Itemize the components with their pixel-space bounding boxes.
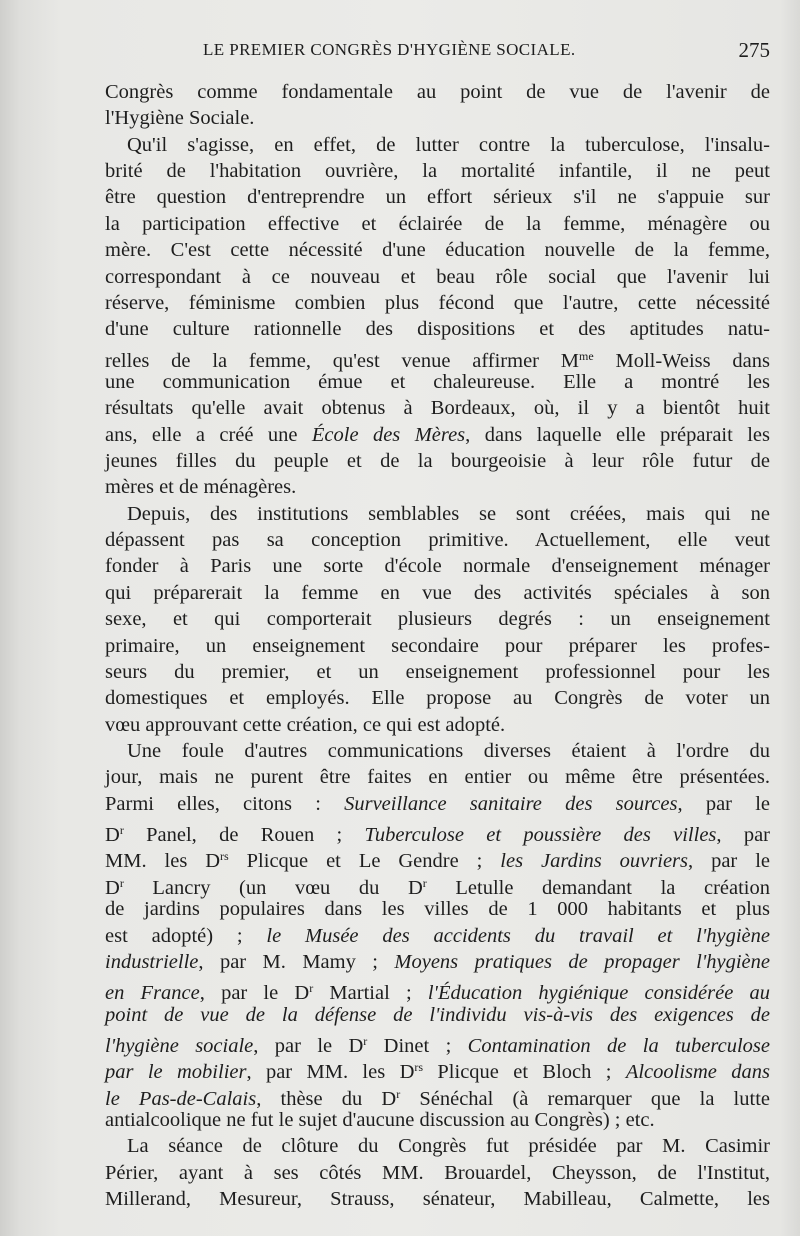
superscript-text: r <box>422 875 427 890</box>
text-segment: qui préparerait la femme en vue des activités spéciales à son <box>105 581 770 604</box>
text-segment: Panel, de Rouen ; <box>123 824 365 847</box>
text-segment: réserve, féminisme combien plus fécond que l'autre, cette nécessité <box>105 291 770 314</box>
text-segment: , par le D <box>199 982 310 1005</box>
text-segment: Lancry (un vœu du D <box>123 876 423 899</box>
text-segment: jeunes filles du peuple et de la bourgeoisie à leur rôle futur de <box>105 450 770 473</box>
text-line <box>105 184 770 210</box>
text-segment: fonder à Paris une sorte d'école normale d'enseignement ménager <box>105 555 770 578</box>
text-segment: , par MM. les D <box>246 1061 415 1084</box>
text-segment: Letulle demandant la création <box>426 876 770 899</box>
text-segment: , dans laquelle elle préparait les <box>465 423 770 446</box>
text-line <box>105 1186 770 1212</box>
text-line <box>105 316 770 342</box>
italic-title-text: point de vue de la défense de l'individu vis-à-vis des exigences de <box>105 1003 770 1026</box>
text-segment: jour, mais ne purent être faites en entier ou même être présentées. <box>105 766 770 789</box>
text-line <box>105 791 770 817</box>
superscript-text: rs <box>414 1060 424 1075</box>
superscript-text: r <box>396 1086 401 1101</box>
text-segment: primaire, un enseignement secondaire pour préparer les profes- <box>105 634 770 657</box>
text-line <box>105 343 770 372</box>
text-segment: correspondant à ce nouveau et beau rôle social que l'avenir lui <box>105 265 770 288</box>
text-line <box>105 1133 770 1159</box>
text-segment: Qu'il s'agisse, en effet, de lutter contre la tuberculose, l'insalu- <box>127 133 770 156</box>
text-segment: D <box>105 824 120 847</box>
superscript-text: r <box>309 981 314 996</box>
text-line <box>105 237 770 263</box>
page-header <box>105 38 770 68</box>
text-segment: dépassent pas sa conception primitive. Actuellement, elle veut <box>105 529 770 552</box>
text-line <box>105 1107 770 1133</box>
text-segment: une communication émue et chaleureuse. Elle a montré les <box>105 370 770 393</box>
text-line <box>105 633 770 659</box>
text-segment: D <box>105 876 120 899</box>
superscript-text: r <box>363 1033 368 1048</box>
italic-title-text: Contamination de la tuberculose <box>467 1034 770 1057</box>
italic-title-text: École des Mères <box>311 423 466 446</box>
superscript-text: r <box>119 823 124 838</box>
text-line <box>105 659 770 685</box>
text-line <box>105 264 770 290</box>
text-segment: Millerand, Mesureur, Strauss, sénateur, Mabilleau, Calmette, les <box>105 1188 770 1211</box>
text-line <box>105 712 770 738</box>
text-segment: , par M. Mamy ; <box>198 950 395 973</box>
superscript-text: rs <box>220 849 229 864</box>
italic-title-text: industrielle <box>105 950 199 973</box>
text-line <box>105 606 770 632</box>
text-segment: domestiques et employés. Elle propose au Congrès de voter un <box>105 687 770 710</box>
page-number: 275 <box>738 38 770 62</box>
text-segment: antialcoolique ne fut le sujet d'aucune discussion au Congrès) ; etc. <box>105 1109 655 1132</box>
text-line <box>105 527 770 553</box>
text-segment: vœu approuvant cette création, ce qui est adopté. <box>105 713 506 736</box>
text-line <box>105 395 770 421</box>
text-line <box>105 158 770 184</box>
page-body-text <box>105 79 770 1212</box>
italic-title-text: Moyens pratiques de propager l'hygiène <box>394 950 770 973</box>
text-segment: , thèse du D <box>256 1087 397 1110</box>
text-segment: MM. les D <box>105 850 221 873</box>
text-line <box>105 975 771 1005</box>
text-segment: relles de la femme, qu'est venue affirmer M <box>105 349 580 372</box>
text-segment: brité de l'habitation ouvrière, la mortalité infantile, il ne peut <box>105 160 770 183</box>
text-line <box>105 553 770 579</box>
text-line <box>105 132 770 158</box>
text-line <box>105 1054 770 1084</box>
running-title: LE PREMIER CONGRÈS D'HYGIÈNE SOCIALE. <box>203 40 576 59</box>
text-line <box>105 870 770 899</box>
text-segment: Congrès comme fondamentale au point de vue de l'avenir de <box>105 81 770 103</box>
text-segment: Martial ; <box>313 982 428 1005</box>
text-segment: Sénéchal (à remarquer que la lutte <box>400 1087 770 1110</box>
text-segment: est adopté) ; <box>105 924 267 947</box>
text-segment: mères et de ménagères. <box>105 476 297 499</box>
text-segment: Une foule d'autres communications diverses étaient à l'ordre du <box>127 739 770 762</box>
text-line <box>105 923 770 949</box>
text-line <box>105 105 770 131</box>
text-segment: mère. C'est cette nécessité d'une éducation nouvelle de la femme, <box>105 239 770 262</box>
text-line <box>105 1028 770 1057</box>
text-segment: résultats qu'elle avait obtenus à Bordeaux, où, il y a bientôt huit <box>105 397 770 420</box>
superscript-text: r <box>119 875 124 890</box>
text-line <box>105 1081 770 1110</box>
text-line <box>105 685 770 711</box>
text-segment: , par le <box>688 850 770 873</box>
text-segment: Plicque et Le Gendre ; <box>228 850 501 873</box>
italic-title-text: Alcoolisme dans <box>625 1061 770 1084</box>
text-line <box>105 501 770 527</box>
italic-title-text: l'Éducation hygiénique considérée au <box>427 982 771 1005</box>
text-segment: Dinet ; <box>367 1034 468 1057</box>
text-segment: ans, elle a créé une <box>105 423 312 446</box>
text-line <box>105 738 770 764</box>
text-segment: d'une culture rationnelle des dispositions et des aptitudes natu- <box>105 318 770 341</box>
text-line <box>105 448 770 474</box>
text-segment: Parmi elles, citons : <box>105 792 345 815</box>
text-segment: , par le <box>677 792 770 815</box>
text-line <box>105 474 770 500</box>
text-line <box>105 422 770 448</box>
italic-title-text: l'hygiène sociale <box>105 1034 254 1057</box>
italic-title-text: par le mobilier <box>105 1061 247 1084</box>
text-line <box>105 211 770 237</box>
text-segment: Depuis, des institutions semblables se sont créées, mais qui ne <box>127 502 770 525</box>
text-segment: l'Hygiène Sociale. <box>105 107 255 130</box>
text-line <box>105 369 770 395</box>
text-line <box>105 949 770 975</box>
superscript-text: me <box>579 348 594 363</box>
text-line <box>105 843 770 873</box>
text-line <box>105 79 770 105</box>
italic-title-text: en France <box>105 982 200 1005</box>
text-segment: Moll-Weiss dans <box>593 349 770 372</box>
text-segment: la participation effective et éclairée de la femme, ménagère ou <box>105 212 770 235</box>
italic-title-text: le Pas-de-Calais <box>105 1087 257 1110</box>
text-segment: Périer, ayant à ses côtés MM. Brouardel, Cheysson, de l'Institut, <box>105 1161 770 1184</box>
text-segment: Plicque et Bloch ; <box>423 1061 626 1084</box>
italic-title-text: Surveillance sanitaire des sources <box>344 792 678 815</box>
text-line <box>105 896 770 922</box>
text-line <box>105 764 770 790</box>
text-line <box>105 1160 770 1186</box>
text-segment: , par le D <box>253 1034 364 1057</box>
text-line <box>105 290 770 316</box>
italic-title-text: les Jardins ouvriers <box>500 850 689 873</box>
text-segment: de jardins populaires dans les villes de 1 000 habitants et plus <box>105 898 770 921</box>
text-line <box>105 1002 770 1028</box>
text-segment: , par <box>716 824 770 847</box>
text-line <box>105 817 770 847</box>
text-segment: seurs du premier, et un enseignement professionnel pour les <box>105 660 770 683</box>
italic-title-text: le Musée des accidents du travail et l'hygiène <box>266 924 770 947</box>
text-segment: sexe, et qui comporterait plusieurs degrés : un enseignement <box>105 608 770 631</box>
italic-title-text: Tuberculose et poussière des villes <box>364 824 717 847</box>
text-segment: La séance de clôture du Congrès fut présidée par M. Casimir <box>127 1135 770 1158</box>
text-segment: être question d'entreprendre un effort sérieux s'il ne s'appuie sur <box>105 186 770 209</box>
text-line <box>105 580 770 606</box>
